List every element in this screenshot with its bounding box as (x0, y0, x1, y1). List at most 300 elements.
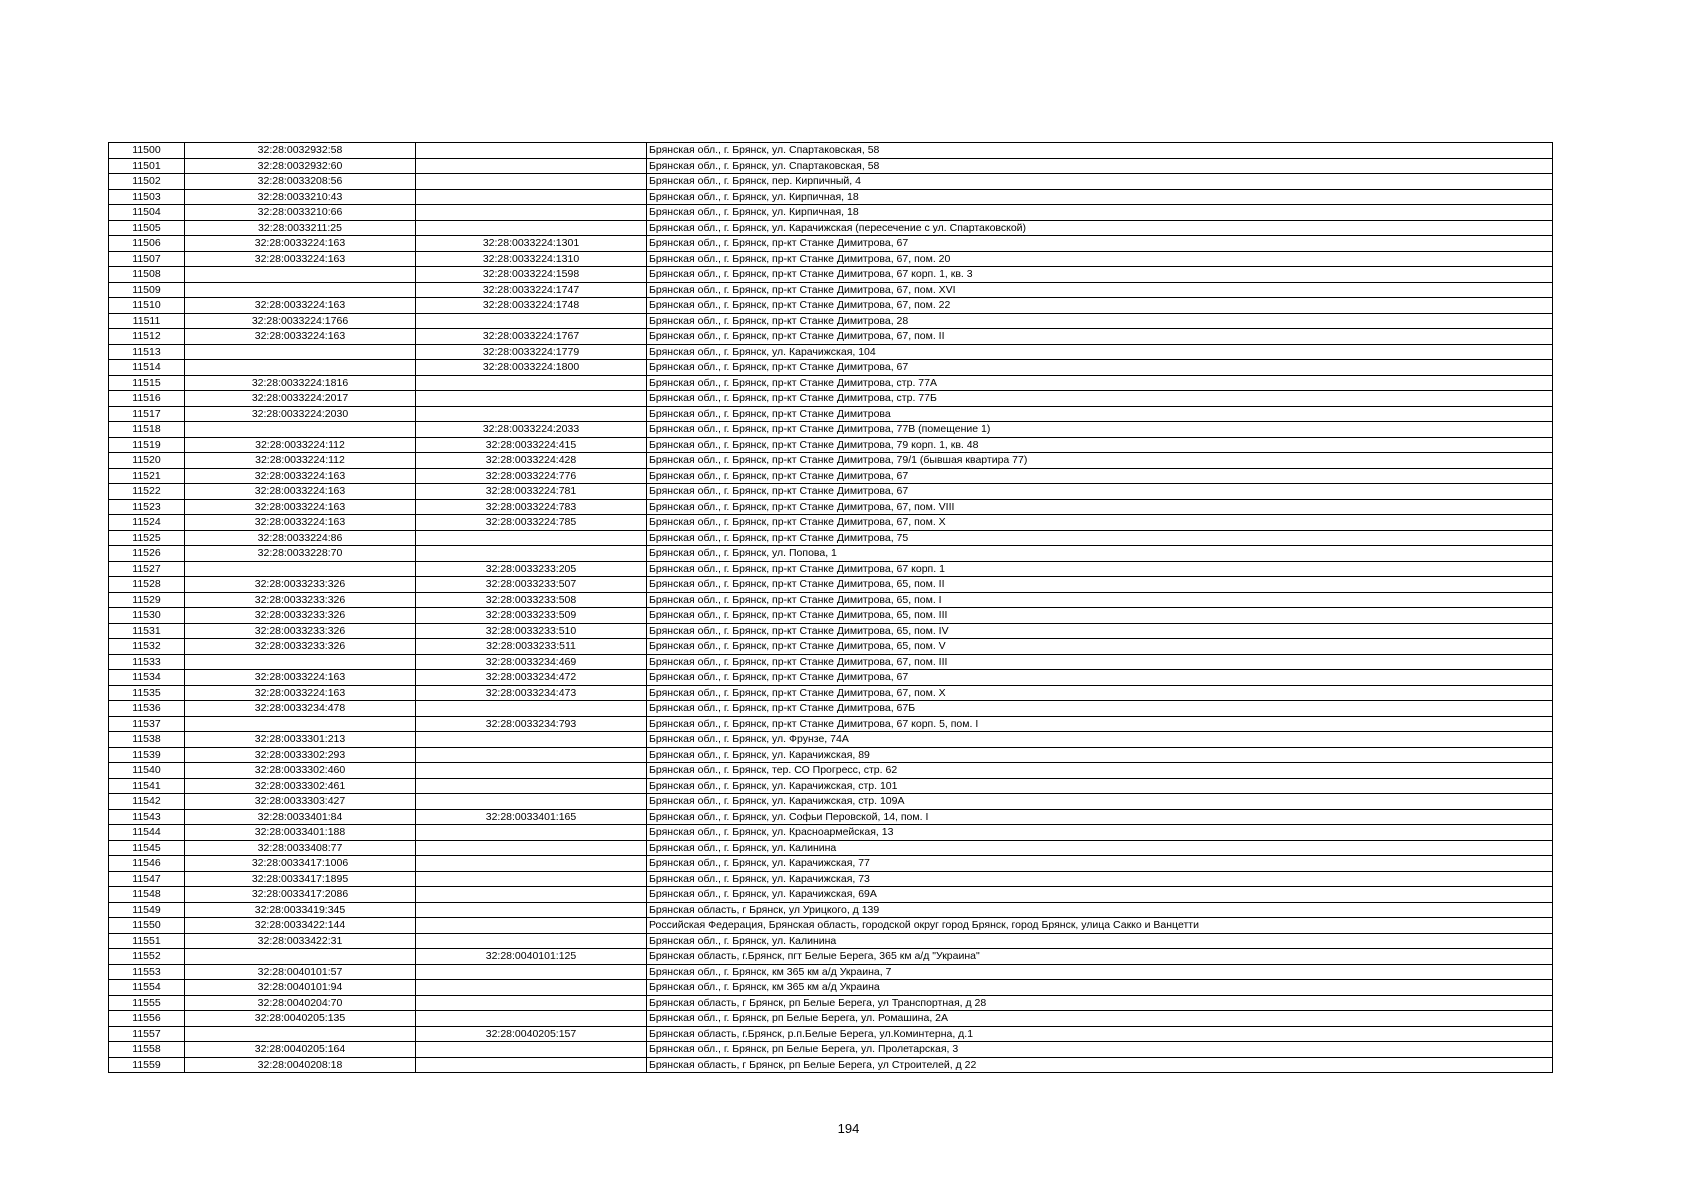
address-cell: Брянская обл., г. Брянск, рп Белые Берега, ул. Ромашина, 2А (647, 1011, 1553, 1027)
address-cell: Брянская обл., г. Брянск, пр-кт Станке Димитрова, 67, пом. 22 (647, 298, 1553, 314)
address-cell: Брянская обл., г. Брянск, ул. Карачижская, 104 (647, 344, 1553, 360)
land-parcel-number-cell (185, 360, 416, 376)
land-parcel-number-cell: 32:28:0032932:58 (185, 143, 416, 159)
address-cell: Брянская обл., г. Брянск, пр-кт Станке Димитрова, 65, пом. II (647, 577, 1553, 593)
row-number-cell: 11502 (109, 174, 185, 190)
row-number-cell: 11553 (109, 964, 185, 980)
row-number-cell: 11547 (109, 871, 185, 887)
object-number-cell: 32:28:0040205:157 (416, 1026, 647, 1042)
table-row (109, 251, 1553, 267)
address-cell: Брянская обл., г. Брянск, пр-кт Станке Димитрова, 67, пом. 20 (647, 251, 1553, 267)
address-cell: Брянская обл., г. Брянск, тер. СО Прогресс, стр. 62 (647, 763, 1553, 779)
address-cell: Брянская обл., г. Брянск, ул. Софьи Перовской, 14, пом. I (647, 809, 1553, 825)
address-cell: Брянская обл., г. Брянск, ул. Карачижская, стр. 101 (647, 778, 1553, 794)
table-body (109, 143, 1553, 1073)
land-parcel-number-cell (185, 422, 416, 438)
land-parcel-number-cell: 32:28:0033224:163 (185, 236, 416, 252)
land-parcel-number-cell (185, 561, 416, 577)
table-row (109, 220, 1553, 236)
row-number-cell: 11513 (109, 344, 185, 360)
row-number-cell: 11508 (109, 267, 185, 283)
table-row (109, 329, 1553, 345)
row-number-cell: 11514 (109, 360, 185, 376)
table-row (109, 546, 1553, 562)
address-cell: Брянская обл., г. Брянск, пр-кт Станке Димитрова (647, 406, 1553, 422)
object-number-cell (416, 1042, 647, 1058)
land-parcel-number-cell: 32:28:0033224:163 (185, 484, 416, 500)
address-cell: Брянская обл., г. Брянск, пр-кт Станке Димитрова, стр. 77Б (647, 391, 1553, 407)
address-cell: Брянская обл., г. Брянск, пр-кт Станке Димитрова, 65, пом. IV (647, 623, 1553, 639)
row-number-cell: 11555 (109, 995, 185, 1011)
land-parcel-number-cell: 32:28:0033422:31 (185, 933, 416, 949)
land-parcel-number-cell (185, 267, 416, 283)
row-number-cell: 11515 (109, 375, 185, 391)
table-row (109, 267, 1553, 283)
land-parcel-number-cell: 32:28:0033208:56 (185, 174, 416, 190)
object-number-cell (416, 747, 647, 763)
object-number-cell (416, 887, 647, 903)
address-cell: Брянская обл., г. Брянск, пр-кт Станке Димитрова, 67 (647, 484, 1553, 500)
object-number-cell (416, 778, 647, 794)
table-row (109, 654, 1553, 670)
address-cell: Брянская обл., г. Брянск, пр-кт Станке Димитрова, 67 (647, 468, 1553, 484)
row-number-cell: 11506 (109, 236, 185, 252)
table-row (109, 236, 1553, 252)
table-row (109, 871, 1553, 887)
table-row (109, 825, 1553, 841)
object-number-cell: 32:28:0033224:1310 (416, 251, 647, 267)
address-cell: Российская Федерация, Брянская область, городской округ город Брянск, город Брянск, улица Сакко и Ванцетти (647, 918, 1553, 934)
row-number-cell: 11541 (109, 778, 185, 794)
object-number-cell (416, 313, 647, 329)
table-row (109, 174, 1553, 190)
object-number-cell: 32:28:0033401:165 (416, 809, 647, 825)
address-cell: Брянская область, г Брянск, рп Белые Берега, ул Строителей, д 22 (647, 1057, 1553, 1073)
land-parcel-number-cell (185, 654, 416, 670)
address-cell: Брянская обл., г. Брянск, пр-кт Станке Димитрова, 67, пом. X (647, 515, 1553, 531)
row-number-cell: 11520 (109, 453, 185, 469)
land-parcel-number-cell: 32:28:0033233:326 (185, 639, 416, 655)
table-row (109, 902, 1553, 918)
row-number-cell: 11500 (109, 143, 185, 159)
land-parcel-number-cell: 32:28:0033401:188 (185, 825, 416, 841)
land-parcel-number-cell: 32:28:0032932:60 (185, 158, 416, 174)
object-number-cell: 32:28:0033224:1767 (416, 329, 647, 345)
row-number-cell: 11559 (109, 1057, 185, 1073)
row-number-cell: 11528 (109, 577, 185, 593)
table-row (109, 1042, 1553, 1058)
land-parcel-number-cell: 32:28:0033233:326 (185, 608, 416, 624)
address-cell: Брянская обл., г. Брянск, ул. Попова, 1 (647, 546, 1553, 562)
object-number-cell (416, 189, 647, 205)
object-number-cell (416, 375, 647, 391)
object-number-cell (416, 174, 647, 190)
table-row (109, 1011, 1553, 1027)
land-parcel-number-cell: 32:28:0033233:326 (185, 592, 416, 608)
land-parcel-number-cell: 32:28:0033224:163 (185, 251, 416, 267)
row-number-cell: 11521 (109, 468, 185, 484)
object-number-cell: 32:28:0033224:428 (416, 453, 647, 469)
table-row (109, 887, 1553, 903)
address-cell: Брянская обл., г. Брянск, пр-кт Станке Димитрова, 65, пом. I (647, 592, 1553, 608)
row-number-cell: 11542 (109, 794, 185, 810)
land-parcel-number-cell: 32:28:0040101:57 (185, 964, 416, 980)
object-number-cell (416, 763, 647, 779)
row-number-cell: 11509 (109, 282, 185, 298)
row-number-cell: 11548 (109, 887, 185, 903)
row-number-cell: 11505 (109, 220, 185, 236)
table-row (109, 282, 1553, 298)
address-cell: Брянская обл., г. Брянск, ул. Калинина (647, 840, 1553, 856)
object-number-cell: 32:28:0033224:2033 (416, 422, 647, 438)
table-row (109, 189, 1553, 205)
table-row (109, 809, 1553, 825)
table-row (109, 778, 1553, 794)
object-number-cell (416, 220, 647, 236)
object-number-cell (416, 391, 647, 407)
land-parcel-number-cell: 32:28:0033422:144 (185, 918, 416, 934)
land-parcel-number-cell: 32:28:0040205:164 (185, 1042, 416, 1058)
object-number-cell: 32:28:0033224:1598 (416, 267, 647, 283)
row-number-cell: 11531 (109, 623, 185, 639)
address-cell: Брянская обл., г. Брянск, ул. Кирпичная, 18 (647, 205, 1553, 221)
land-parcel-number-cell: 32:28:0033224:163 (185, 670, 416, 686)
address-cell: Брянская обл., г. Брянск, пр-кт Станке Димитрова, 67 (647, 670, 1553, 686)
address-cell: Брянская обл., г. Брянск, ул. Красноармейская, 13 (647, 825, 1553, 841)
table-row (109, 468, 1553, 484)
object-number-cell (416, 1057, 647, 1073)
address-cell: Брянская обл., г. Брянск, пр-кт Станке Димитрова, 67, пом. X (647, 685, 1553, 701)
object-number-cell: 32:28:0033224:785 (416, 515, 647, 531)
row-number-cell: 11537 (109, 716, 185, 732)
row-number-cell: 11507 (109, 251, 185, 267)
object-number-cell: 32:28:0033233:511 (416, 639, 647, 655)
cadastral-table (108, 142, 1553, 1073)
table-row (109, 685, 1553, 701)
table-row (109, 530, 1553, 546)
object-number-cell (416, 205, 647, 221)
table-row (109, 484, 1553, 500)
table-row (109, 298, 1553, 314)
address-cell: Брянская обл., г. Брянск, пр-кт Станке Димитрова, 67 (647, 360, 1553, 376)
address-cell: Брянская обл., г. Брянск, ул. Карачижская, стр. 109А (647, 794, 1553, 810)
object-number-cell (416, 701, 647, 717)
row-number-cell: 11558 (109, 1042, 185, 1058)
land-parcel-number-cell: 32:28:0033224:163 (185, 329, 416, 345)
object-number-cell: 32:28:0033224:1748 (416, 298, 647, 314)
address-cell: Брянская обл., г. Брянск, пр-кт Станке Димитрова, стр. 77А (647, 375, 1553, 391)
land-parcel-number-cell: 32:28:0033224:2017 (185, 391, 416, 407)
row-number-cell: 11539 (109, 747, 185, 763)
land-parcel-number-cell: 32:28:0033224:163 (185, 468, 416, 484)
land-parcel-number-cell: 32:28:0033224:2030 (185, 406, 416, 422)
row-number-cell: 11519 (109, 437, 185, 453)
object-number-cell: 32:28:0033224:783 (416, 499, 647, 515)
land-parcel-number-cell: 32:28:0033419:345 (185, 902, 416, 918)
address-cell: Брянская обл., г. Брянск, ул. Спартаковская, 58 (647, 143, 1553, 159)
table-row (109, 732, 1553, 748)
address-cell: Брянская обл., г. Брянск, ул. Карачижская, 77 (647, 856, 1553, 872)
land-parcel-number-cell: 32:28:0040205:135 (185, 1011, 416, 1027)
table-row (109, 964, 1553, 980)
row-number-cell: 11546 (109, 856, 185, 872)
land-parcel-number-cell (185, 282, 416, 298)
row-number-cell: 11536 (109, 701, 185, 717)
table-row (109, 918, 1553, 934)
object-number-cell: 32:28:0033224:776 (416, 468, 647, 484)
object-number-cell (416, 143, 647, 159)
table-row (109, 313, 1553, 329)
table-row (109, 205, 1553, 221)
land-parcel-number-cell: 32:28:0033301:213 (185, 732, 416, 748)
object-number-cell: 32:28:0033234:473 (416, 685, 647, 701)
object-number-cell: 32:28:0033233:509 (416, 608, 647, 624)
object-number-cell: 32:28:0033233:508 (416, 592, 647, 608)
table-row (109, 794, 1553, 810)
address-cell: Брянская обл., г. Брянск, ул. Карачижская, 89 (647, 747, 1553, 763)
table-row (109, 561, 1553, 577)
object-number-cell: 32:28:0033234:469 (416, 654, 647, 670)
land-parcel-number-cell: 32:28:0033234:478 (185, 701, 416, 717)
object-number-cell (416, 825, 647, 841)
table-row (109, 375, 1553, 391)
address-cell: Брянская обл., г. Брянск, пр-кт Станке Димитрова, 65, пом. V (647, 639, 1553, 655)
object-number-cell (416, 530, 647, 546)
address-cell: Брянская обл., г. Брянск, пр-кт Станке Димитрова, 67, пом. II (647, 329, 1553, 345)
table-row (109, 391, 1553, 407)
address-cell: Брянская обл., г. Брянск, ул. Калинина (647, 933, 1553, 949)
table-row (109, 499, 1553, 515)
row-number-cell: 11532 (109, 639, 185, 655)
row-number-cell: 11540 (109, 763, 185, 779)
address-cell: Брянская обл., г. Брянск, пер. Кирпичный, 4 (647, 174, 1553, 190)
table-row (109, 437, 1553, 453)
land-parcel-number-cell: 32:28:0033302:293 (185, 747, 416, 763)
address-cell: Брянская обл., г. Брянск, ул. Кирпичная, 18 (647, 189, 1553, 205)
table-row (109, 592, 1553, 608)
object-number-cell: 32:28:0033224:781 (416, 484, 647, 500)
address-cell: Брянская обл., г. Брянск, пр-кт Станке Димитрова, 79/1 (бывшая квартира 77) (647, 453, 1553, 469)
address-cell: Брянская обл., г. Брянск, пр-кт Станке Димитрова, 67Б (647, 701, 1553, 717)
land-parcel-number-cell: 32:28:0040208:18 (185, 1057, 416, 1073)
table-row (109, 143, 1553, 159)
address-cell: Брянская обл., г. Брянск, ул. Фрунзе, 74А (647, 732, 1553, 748)
address-cell: Брянская обл., г. Брянск, пр-кт Станке Димитрова, 79 корп. 1, кв. 48 (647, 437, 1553, 453)
object-number-cell (416, 732, 647, 748)
table-row (109, 406, 1553, 422)
object-number-cell (416, 902, 647, 918)
object-number-cell (416, 918, 647, 934)
table-row (109, 701, 1553, 717)
object-number-cell (416, 856, 647, 872)
row-number-cell: 11524 (109, 515, 185, 531)
row-number-cell: 11544 (109, 825, 185, 841)
object-number-cell (416, 980, 647, 996)
address-cell: Брянская обл., г. Брянск, пр-кт Станке Димитрова, 67 корп. 5, пом. I (647, 716, 1553, 732)
address-cell: Брянская обл., г. Брянск, ул. Карачижская, 69А (647, 887, 1553, 903)
row-number-cell: 11530 (109, 608, 185, 624)
row-number-cell: 11535 (109, 685, 185, 701)
object-number-cell: 32:28:0033224:1779 (416, 344, 647, 360)
row-number-cell: 11549 (109, 902, 185, 918)
object-number-cell: 32:28:0033233:507 (416, 577, 647, 593)
table-row (109, 1057, 1553, 1073)
row-number-cell: 11510 (109, 298, 185, 314)
row-number-cell: 11518 (109, 422, 185, 438)
table-row (109, 608, 1553, 624)
object-number-cell: 32:28:0033233:510 (416, 623, 647, 639)
land-parcel-number-cell: 32:28:0033233:326 (185, 623, 416, 639)
row-number-cell: 11504 (109, 205, 185, 221)
land-parcel-number-cell: 32:28:0033303:427 (185, 794, 416, 810)
land-parcel-number-cell: 32:28:0033224:112 (185, 453, 416, 469)
row-number-cell: 11511 (109, 313, 185, 329)
row-number-cell: 11534 (109, 670, 185, 686)
table-row (109, 158, 1553, 174)
object-number-cell (416, 840, 647, 856)
row-number-cell: 11512 (109, 329, 185, 345)
land-parcel-number-cell: 32:28:0033233:326 (185, 577, 416, 593)
table-row (109, 577, 1553, 593)
object-number-cell (416, 964, 647, 980)
address-cell: Брянская обл., г. Брянск, пр-кт Станке Димитрова, 67 корп. 1 (647, 561, 1553, 577)
land-parcel-number-cell: 32:28:0033401:84 (185, 809, 416, 825)
address-cell: Брянская обл., г. Брянск, пр-кт Станке Димитрова, 77В (помещение 1) (647, 422, 1553, 438)
land-parcel-number-cell: 32:28:0033210:43 (185, 189, 416, 205)
address-cell: Брянская область, г.Брянск, пгт Белые Берега, 365 км а/д "Украина" (647, 949, 1553, 965)
land-parcel-number-cell: 32:28:0033224:163 (185, 685, 416, 701)
row-number-cell: 11517 (109, 406, 185, 422)
land-parcel-number-cell: 32:28:0033224:163 (185, 499, 416, 515)
land-parcel-number-cell: 32:28:0033417:1006 (185, 856, 416, 872)
table-row (109, 949, 1553, 965)
land-parcel-number-cell (185, 949, 416, 965)
land-parcel-number-cell: 32:28:0033210:66 (185, 205, 416, 221)
land-parcel-number-cell: 32:28:0033224:86 (185, 530, 416, 546)
table-row (109, 763, 1553, 779)
address-cell: Брянская обл., г. Брянск, пр-кт Станке Димитрова, 28 (647, 313, 1553, 329)
address-cell: Брянская обл., г. Брянск, пр-кт Станке Димитрова, 67, пом. III (647, 654, 1553, 670)
address-cell: Брянская область, г.Брянск, р.п.Белые Берега, ул.Коминтерна, д.1 (647, 1026, 1553, 1042)
object-number-cell: 32:28:0033224:1301 (416, 236, 647, 252)
table-row (109, 360, 1553, 376)
address-cell: Брянская обл., г. Брянск, пр-кт Станке Димитрова, 67 (647, 236, 1553, 252)
address-cell: Брянская обл., г. Брянск, км 365 км а/д Украина, 7 (647, 964, 1553, 980)
row-number-cell: 11550 (109, 918, 185, 934)
table-row (109, 747, 1553, 763)
address-cell: Брянская обл., г. Брянск, пр-кт Станке Димитрова, 75 (647, 530, 1553, 546)
land-parcel-number-cell (185, 716, 416, 732)
land-parcel-number-cell: 32:28:0033228:70 (185, 546, 416, 562)
row-number-cell: 11543 (109, 809, 185, 825)
object-number-cell (416, 406, 647, 422)
object-number-cell (416, 158, 647, 174)
address-cell: Брянская обл., г. Брянск, пр-кт Станке Димитрова, 67, пом. VIII (647, 499, 1553, 515)
table-row (109, 995, 1553, 1011)
row-number-cell: 11533 (109, 654, 185, 670)
land-parcel-number-cell: 32:28:0033302:460 (185, 763, 416, 779)
object-number-cell: 32:28:0040101:125 (416, 949, 647, 965)
land-parcel-number-cell: 32:28:0033302:461 (185, 778, 416, 794)
land-parcel-number-cell: 32:28:0033211:25 (185, 220, 416, 236)
address-cell: Брянская обл., г. Брянск, ул. Карачижская (пересечение с ул. Спартаковской) (647, 220, 1553, 236)
address-cell: Брянская обл., г. Брянск, пр-кт Станке Димитрова, 65, пом. III (647, 608, 1553, 624)
row-number-cell: 11554 (109, 980, 185, 996)
row-number-cell: 11503 (109, 189, 185, 205)
table-row (109, 639, 1553, 655)
land-parcel-number-cell: 32:28:0040101:94 (185, 980, 416, 996)
row-number-cell: 11525 (109, 530, 185, 546)
table-row (109, 453, 1553, 469)
row-number-cell: 11556 (109, 1011, 185, 1027)
object-number-cell (416, 995, 647, 1011)
table-row (109, 716, 1553, 732)
land-parcel-number-cell: 32:28:0033417:1895 (185, 871, 416, 887)
address-cell: Брянская обл., г. Брянск, ул. Карачижская, 73 (647, 871, 1553, 887)
object-number-cell: 32:28:0033234:793 (416, 716, 647, 732)
row-number-cell: 11557 (109, 1026, 185, 1042)
land-parcel-number-cell: 32:28:0033224:1816 (185, 375, 416, 391)
row-number-cell: 11538 (109, 732, 185, 748)
table-row (109, 670, 1553, 686)
table-row (109, 515, 1553, 531)
land-parcel-number-cell: 32:28:0040204:70 (185, 995, 416, 1011)
land-parcel-number-cell: 32:28:0033408:77 (185, 840, 416, 856)
table-row (109, 344, 1553, 360)
object-number-cell (416, 794, 647, 810)
object-number-cell: 32:28:0033224:1747 (416, 282, 647, 298)
row-number-cell: 11526 (109, 546, 185, 562)
table-row (109, 840, 1553, 856)
row-number-cell: 11551 (109, 933, 185, 949)
object-number-cell: 32:28:0033233:205 (416, 561, 647, 577)
table-row (109, 980, 1553, 996)
land-parcel-number-cell (185, 344, 416, 360)
row-number-cell: 11523 (109, 499, 185, 515)
row-number-cell: 11501 (109, 158, 185, 174)
address-cell: Брянская обл., г. Брянск, км 365 км а/д Украина (647, 980, 1553, 996)
table-row (109, 933, 1553, 949)
address-cell: Брянская обл., г. Брянск, пр-кт Станке Димитрова, 67 корп. 1, кв. 3 (647, 267, 1553, 283)
table-row (109, 422, 1553, 438)
table-row (109, 623, 1553, 639)
land-parcel-number-cell: 32:28:0033224:112 (185, 437, 416, 453)
address-cell: Брянская обл., г. Брянск, ул. Спартаковская, 58 (647, 158, 1553, 174)
address-cell: Брянская область, г Брянск, рп Белые Берега, ул Транспортная, д 28 (647, 995, 1553, 1011)
land-parcel-number-cell: 32:28:0033417:2086 (185, 887, 416, 903)
row-number-cell: 11522 (109, 484, 185, 500)
object-number-cell: 32:28:0033224:415 (416, 437, 647, 453)
address-cell: Брянская обл., г. Брянск, рп Белые Берега, ул. Пролетарская, 3 (647, 1042, 1553, 1058)
row-number-cell: 11545 (109, 840, 185, 856)
table-row (109, 856, 1553, 872)
row-number-cell: 11529 (109, 592, 185, 608)
land-parcel-number-cell: 32:28:0033224:163 (185, 515, 416, 531)
object-number-cell (416, 871, 647, 887)
object-number-cell (416, 1011, 647, 1027)
row-number-cell: 11552 (109, 949, 185, 965)
object-number-cell (416, 933, 647, 949)
object-number-cell: 32:28:0033234:472 (416, 670, 647, 686)
object-number-cell (416, 546, 647, 562)
address-cell: Брянская область, г Брянск, ул Урицкого, д 139 (647, 902, 1553, 918)
page-number: 194 (837, 1121, 860, 1136)
row-number-cell: 11516 (109, 391, 185, 407)
object-number-cell: 32:28:0033224:1800 (416, 360, 647, 376)
table-row (109, 1026, 1553, 1042)
row-number-cell: 11527 (109, 561, 185, 577)
land-parcel-number-cell (185, 1026, 416, 1042)
